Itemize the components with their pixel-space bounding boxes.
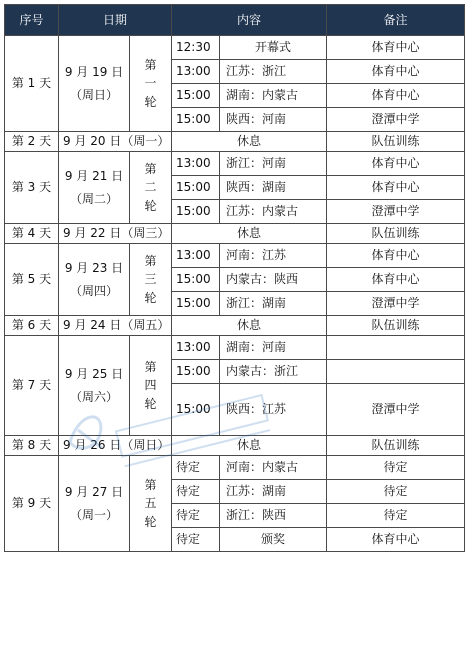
match-note: 体育中心 [327, 528, 465, 552]
match-note: 体育中心 [327, 268, 465, 292]
rest-content: 休息 [172, 316, 327, 336]
match-time: 12:30 [172, 36, 220, 60]
weekday-text: （周日） [69, 87, 118, 102]
match-time: 待定 [172, 480, 220, 504]
date-text: 9 月 22 日（周三） [59, 224, 172, 244]
round-text: 第一轮 [144, 57, 157, 109]
round-text: 第五轮 [144, 477, 157, 529]
match-time: 13:00 [172, 244, 220, 268]
round-text: 第四轮 [144, 359, 157, 411]
weekday-text: （周一） [69, 507, 118, 522]
match-note: 体育中心 [327, 60, 465, 84]
date-cell [59, 336, 130, 436]
match-time: 13:00 [172, 60, 220, 84]
rest-day-row [5, 224, 465, 244]
match-note [327, 360, 465, 384]
match-time: 15:00 [172, 360, 220, 384]
match-content: 颁奖 [220, 528, 327, 552]
rest-day-row [5, 316, 465, 336]
day-label: 第 7 天 [5, 336, 59, 436]
date-text: 9 月 26 日（周日） [59, 436, 172, 456]
match-note: 体育中心 [327, 152, 465, 176]
date-text: 9 月 23 日 [64, 260, 124, 275]
date-cell [59, 456, 130, 552]
match-note: 体育中心 [327, 84, 465, 108]
match-time: 15:00 [172, 384, 220, 436]
match-content: 开幕式 [220, 36, 327, 60]
rest-day-row [5, 132, 465, 152]
date-text: 9 月 24 日（周五） [59, 316, 172, 336]
match-content: 河南：内蒙古 [220, 456, 327, 480]
day-label: 第 1 天 [5, 36, 59, 132]
match-note: 澄潭中学 [327, 292, 465, 316]
match-time: 15:00 [172, 268, 220, 292]
match-note: 澄潭中学 [327, 200, 465, 224]
schedule-sheet [4, 4, 464, 552]
match-note: 待定 [327, 456, 465, 480]
date-text: 9 月 21 日 [64, 168, 124, 183]
day-label: 第 9 天 [5, 456, 59, 552]
match-content: 浙江：湖南 [220, 292, 327, 316]
date-cell [59, 244, 130, 316]
match-time: 15:00 [172, 108, 220, 132]
schedule-table [4, 4, 465, 552]
rest-content: 休息 [172, 132, 327, 152]
match-note: 澄潭中学 [327, 384, 465, 436]
match-time: 15:00 [172, 84, 220, 108]
weekday-text: （周六） [69, 389, 118, 404]
match-time: 13:00 [172, 152, 220, 176]
round-cell [130, 456, 172, 552]
day-label: 第 2 天 [5, 132, 59, 152]
match-note: 待定 [327, 480, 465, 504]
match-note: 体育中心 [327, 36, 465, 60]
date-text: 9 月 20 日（周一） [59, 132, 172, 152]
day-label: 第 8 天 [5, 436, 59, 456]
weekday-text: （周四） [69, 283, 118, 298]
match-note: 体育中心 [327, 244, 465, 268]
date-text: 9 月 27 日 [64, 484, 124, 499]
match-note: 待定 [327, 504, 465, 528]
match-content: 陕西：湖南 [220, 176, 327, 200]
match-content: 浙江：河南 [220, 152, 327, 176]
rest-note: 队伍训练 [327, 224, 465, 244]
day-label: 第 4 天 [5, 224, 59, 244]
match-content: 浙江：陕西 [220, 504, 327, 528]
match-content: 河南：江苏 [220, 244, 327, 268]
match-note [327, 336, 465, 360]
header-day: 序号 [5, 5, 59, 36]
match-note: 澄潭中学 [327, 108, 465, 132]
header-row [5, 5, 465, 36]
table-row [5, 456, 465, 480]
table-row [5, 152, 465, 176]
table-row [5, 36, 465, 60]
day-label: 第 5 天 [5, 244, 59, 316]
match-content: 湖南：河南 [220, 336, 327, 360]
day-label: 第 3 天 [5, 152, 59, 224]
match-content: 陕西：河南 [220, 108, 327, 132]
match-content: 陕西：江苏 [220, 384, 327, 436]
match-time: 15:00 [172, 200, 220, 224]
match-content: 内蒙古：陕西 [220, 268, 327, 292]
header-content: 内容 [172, 5, 327, 36]
date-text: 9 月 25 日 [64, 366, 124, 381]
match-content: 江苏：湖南 [220, 480, 327, 504]
round-cell [130, 36, 172, 132]
match-time: 待定 [172, 504, 220, 528]
header-date: 日期 [59, 5, 172, 36]
date-cell [59, 36, 130, 132]
round-cell [130, 152, 172, 224]
round-text: 第二轮 [144, 161, 157, 213]
match-time: 13:00 [172, 336, 220, 360]
rest-note: 队伍训练 [327, 132, 465, 152]
table-row [5, 244, 465, 268]
round-cell [130, 244, 172, 316]
rest-note: 队伍训练 [327, 436, 465, 456]
match-time: 待定 [172, 528, 220, 552]
match-content: 湖南：内蒙古 [220, 84, 327, 108]
round-cell [130, 336, 172, 436]
match-time: 待定 [172, 456, 220, 480]
rest-day-row [5, 436, 465, 456]
header-note: 备注 [327, 5, 465, 36]
table-row [5, 336, 465, 360]
round-text: 第三轮 [144, 253, 157, 305]
date-text: 9 月 19 日 [64, 64, 124, 79]
match-note: 体育中心 [327, 176, 465, 200]
date-cell [59, 152, 130, 224]
match-time: 15:00 [172, 176, 220, 200]
match-content: 江苏：浙江 [220, 60, 327, 84]
rest-content: 休息 [172, 224, 327, 244]
day-label: 第 6 天 [5, 316, 59, 336]
match-time: 15:00 [172, 292, 220, 316]
weekday-text: （周二） [69, 191, 118, 206]
match-content: 内蒙古：浙江 [220, 360, 327, 384]
rest-note: 队伍训练 [327, 316, 465, 336]
match-content: 江苏：内蒙古 [220, 200, 327, 224]
rest-content: 休息 [172, 436, 327, 456]
